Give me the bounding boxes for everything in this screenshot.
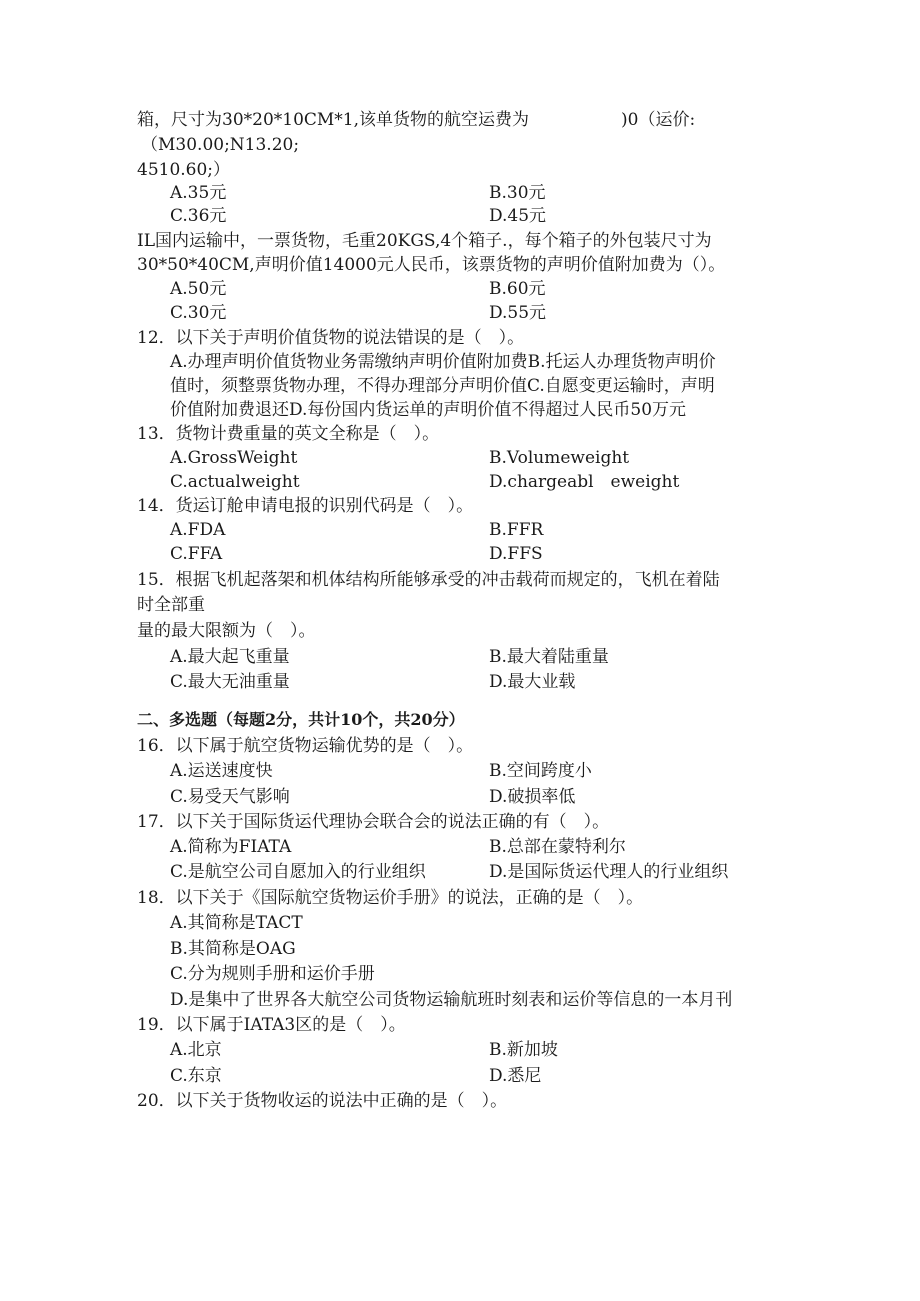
q15-question-line-3: 量的最大限额为（ ）。 [137, 621, 316, 641]
q10-option-d: D.45元 [489, 206, 547, 226]
q18-question: 18．以下关于《国际航空货物运价手册》的说法，正确的是（ ）。 [137, 888, 644, 908]
q15-option-b: B.最大着陆重量 [489, 647, 609, 667]
q13-option-d: D.chargeabl eweight [489, 472, 680, 492]
q15-option-c: C.最大无油重量 [170, 672, 290, 692]
q17-option-a: A.简称为FIATA [170, 837, 292, 857]
q10-text-line-1: 箱，尺寸为30*20*10CM*1,该单货物的航空运费为 [137, 110, 530, 130]
q12-options-line-2: 值时，须整票货物办理，不得办理部分声明价值C.自愿变更运输时，声明 [170, 376, 715, 396]
q13-question: 13．货物计费重量的英文全称是（ ）。 [137, 424, 440, 444]
q18-option-c: C.分为规则手册和运价手册 [170, 964, 375, 984]
q16-option-b: B.空间跨度小 [489, 761, 592, 781]
q11-text-line-1: IL国内运输中，一票货物，毛重20KGS,4个箱子.，每个箱子的外包装尺寸为 [137, 231, 712, 251]
q14-option-d: D.FFS [489, 544, 543, 564]
q12-options-line-3: 价值附加费退还D.每份国内货运单的声明价值不得超过人民币50万元 [170, 400, 687, 420]
q15-option-a: A.最大起飞重量 [170, 647, 290, 667]
q11-option-d: D.55元 [489, 303, 547, 323]
q14-option-b: B.FFR [489, 520, 544, 540]
q14-option-a: A.FDA [170, 520, 226, 540]
q17-option-c: C.是航空公司自愿加入的行业组织 [170, 862, 426, 882]
q14-question: 14．货运订舱申请电报的识别代码是（ ）。 [137, 496, 474, 516]
q19-question: 19．以下属于IATA3区的是（ ）。 [137, 1015, 406, 1035]
q16-option-a: A.运送速度快 [170, 761, 273, 781]
q20-question: 20．以下关于货物收运的说法中正确的是（ ）。 [137, 1091, 508, 1111]
q11-option-a: A.50元 [170, 279, 227, 299]
q19-option-b: B.新加坡 [489, 1040, 558, 1060]
q18-option-a: A.其简称是TACT [170, 913, 303, 933]
q18-option-b: B.其简称是OAG [170, 939, 296, 959]
q17-question: 17．以下关于国际货运代理协会联合会的说法正确的有（ ）。 [137, 812, 610, 832]
q13-option-c: C.actualweight [170, 472, 300, 492]
q19-option-d: D.悉尼 [489, 1066, 542, 1086]
q10-text-rate: )0（运价: [621, 110, 696, 130]
q13-option-a: A.GrossWeight [170, 448, 298, 468]
q16-option-d: D.破损率低 [489, 787, 576, 807]
q15-question-line-2: 时全部重 [137, 595, 205, 615]
q13-option-b: B.Volumeweight [489, 448, 630, 468]
q16-option-c: C.易受天气影响 [170, 787, 290, 807]
q11-text-line-2: 30*50*40CM,声明价值14000元人民币，该票货物的声明价值附加费为（）。 [137, 255, 726, 275]
q18-option-d: D.是集中了世界各大航空公司货物运输航班时刻表和运价等信息的一本月刊 [170, 990, 733, 1010]
q11-option-c: C.30元 [170, 303, 227, 323]
q10-text-line-3: 4510.60;） [137, 160, 231, 180]
q10-option-a: A.35元 [170, 183, 227, 203]
q12-question: 12．以下关于声明价值货物的说法错误的是（ ）。 [137, 328, 525, 348]
q10-option-c: C.36元 [170, 206, 227, 226]
q17-option-d: D.是国际货运代理人的行业组织 [489, 862, 729, 882]
q14-option-c: C.FFA [170, 544, 223, 564]
q11-option-b: B.60元 [489, 279, 546, 299]
q10-option-b: B.30元 [489, 183, 546, 203]
q12-options-line-1: A.办理声明价值货物业务需缴纳声明价值附加费B.托运人办理货物声明价 [170, 352, 716, 372]
q15-option-d: D.最大业载 [489, 672, 576, 692]
q17-option-b: B.总部在蒙特利尔 [489, 837, 626, 857]
q16-question: 16．以下属于航空货物运输优势的是（ ）。 [137, 736, 474, 756]
q15-question-line-1: 15．根据飞机起落架和机体结构所能够承受的冲击载荷而规定的，飞机在着陆 [137, 570, 720, 590]
q19-option-a: A.北京 [170, 1040, 222, 1060]
q10-text-line-2: （M30.00;N13.20; [141, 135, 300, 155]
q19-option-c: C.东京 [170, 1066, 222, 1086]
section-heading-multiple-choice: 二、多选题（每题2分，共计10个，共20分） [137, 710, 465, 729]
